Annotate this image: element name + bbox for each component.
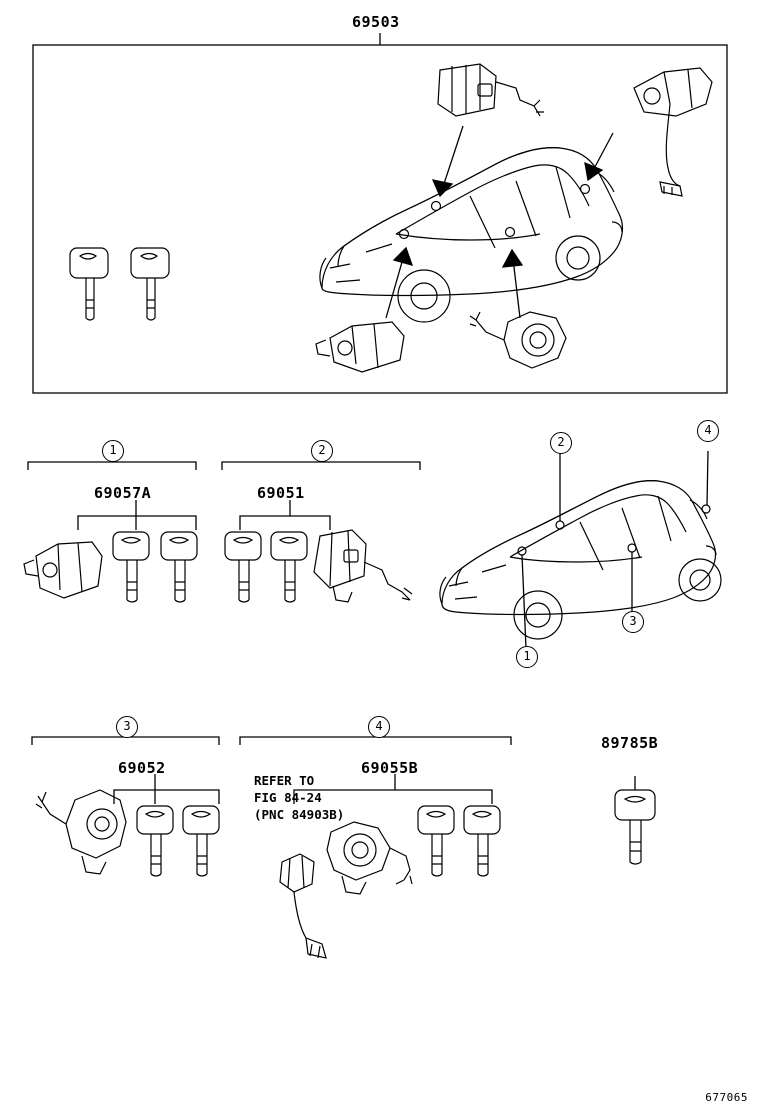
top-arrow-set [386, 126, 613, 318]
ignition-switch-group-4 [327, 822, 412, 894]
group-marker-3: 3 [116, 716, 138, 738]
refer-to-note: REFER TO FIG 84-24 (PNC 84903B) [254, 773, 345, 822]
bracket-group-4 [240, 737, 511, 745]
callout-leader-4 [707, 451, 708, 505]
ignition-cylinder-group-3 [36, 790, 126, 874]
key-group-1-b [161, 532, 197, 602]
lock-cylinder-top-center [438, 64, 544, 116]
key-top-2 [131, 248, 169, 320]
group-marker-2: 2 [311, 440, 333, 462]
car-illustration-middle [440, 481, 721, 639]
bracket-group-3 [32, 737, 219, 745]
assembly-number-69503: 69503 [352, 13, 400, 31]
key-group-4-a [418, 806, 454, 876]
bracket-group-2 [222, 462, 420, 470]
part-number-69055b: 69055B [361, 759, 419, 777]
diagram-footer-code: 677065 [705, 1091, 748, 1104]
car-callout-4: 4 [697, 420, 719, 442]
lock-cylinder-group-2 [314, 530, 412, 602]
ignition-switch-top-panel [470, 312, 566, 368]
key-group-2-a [225, 532, 261, 602]
leader-group-1 [78, 516, 196, 530]
lock-cylinder-bottom-left [316, 322, 404, 372]
part-number-89785b: 89785B [601, 734, 659, 752]
key-group-3-b [183, 806, 219, 876]
key-group-1-a [113, 532, 149, 602]
key-top-1 [70, 248, 108, 320]
car-callout-1: 1 [516, 646, 538, 668]
car-illustration-top [320, 148, 623, 322]
group-marker-4: 4 [368, 716, 390, 738]
part-number-69052: 69052 [118, 759, 166, 777]
part-number-69057a: 69057A [94, 484, 152, 502]
lock-cylinder-top-right [634, 68, 712, 196]
transponder-group-4 [280, 854, 326, 958]
car-callout-3: 3 [622, 611, 644, 633]
key-group-4-b [464, 806, 500, 876]
part-number-69051: 69051 [257, 484, 305, 502]
car-callout-2: 2 [550, 432, 572, 454]
top-panel-box [33, 45, 727, 393]
leader-group-3 [114, 790, 219, 804]
bracket-group-1 [28, 462, 196, 470]
group-marker-1: 1 [102, 440, 124, 462]
key-group-3-a [137, 806, 173, 876]
key-89785b [615, 790, 655, 864]
lock-cylinder-group-1 [24, 542, 102, 598]
leader-group-2 [240, 516, 330, 530]
key-group-2-b [271, 532, 307, 602]
